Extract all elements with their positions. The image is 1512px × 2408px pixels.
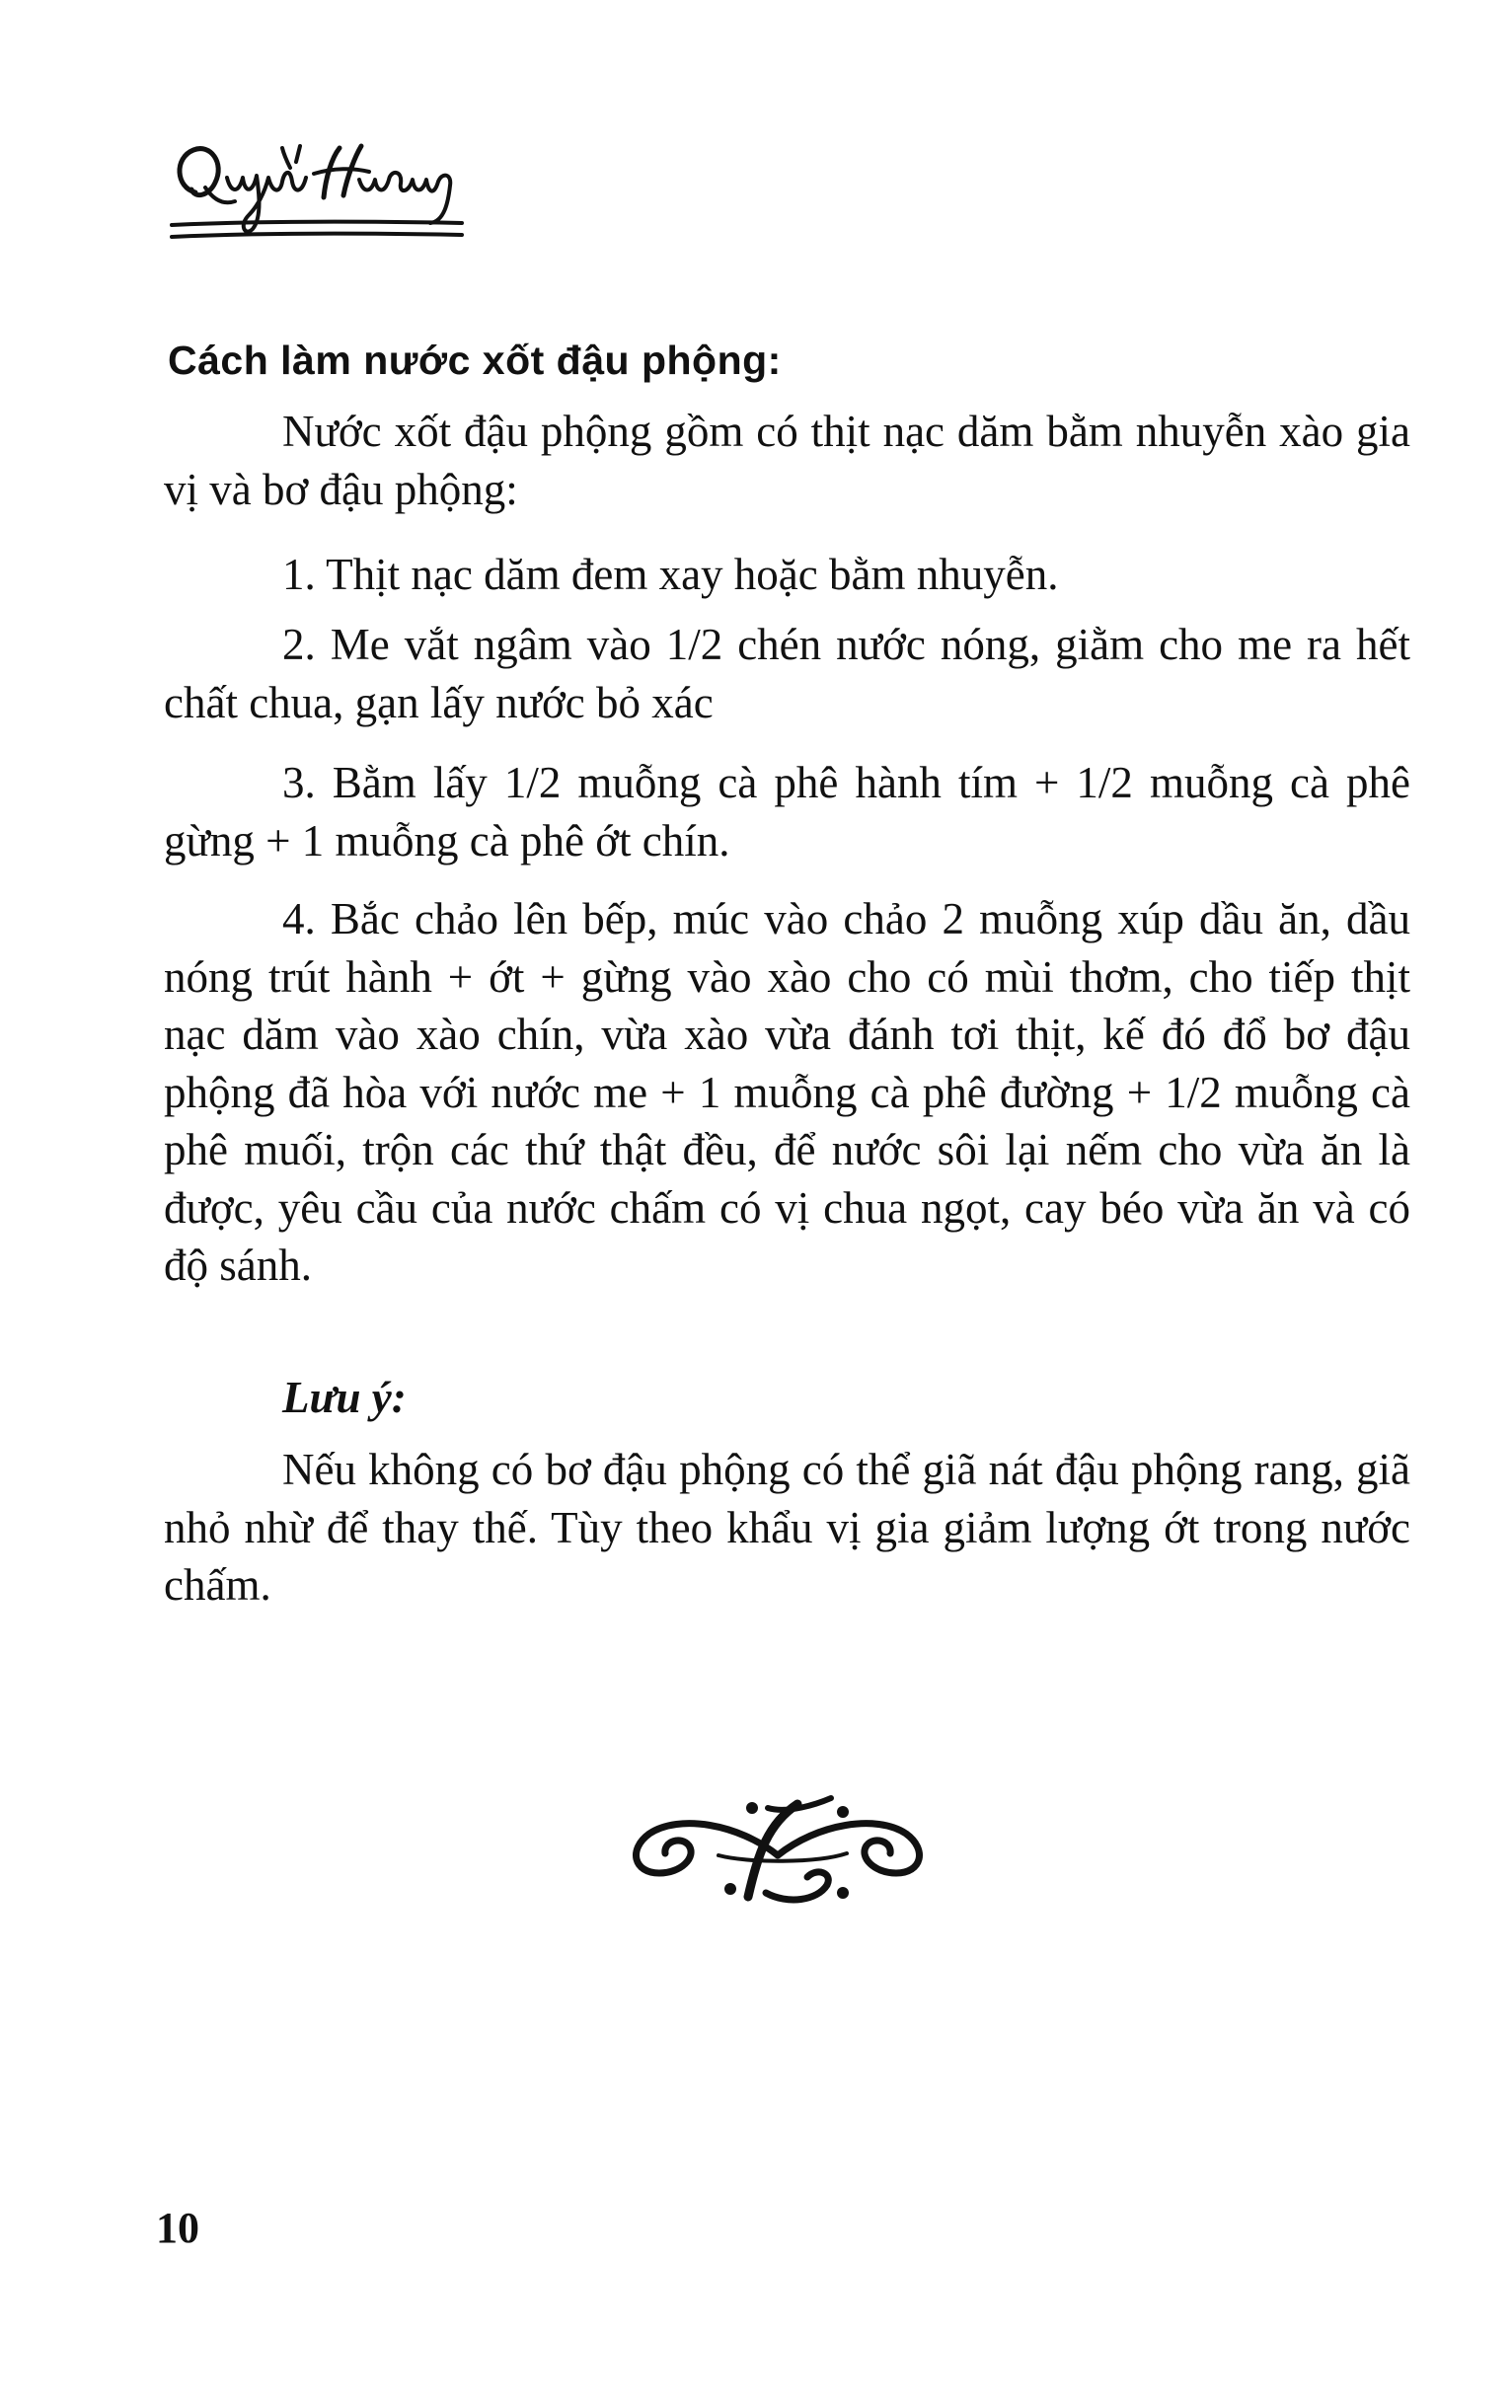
note-paragraph: Nếu không có bơ đậu phộng có thể giã nát đậu phộng rang, giã nhỏ nhừ để thay thế. Tùy theo khẩu vị gia giảm lượng ớt trong nước chấm. [164,1445,1410,1610]
flourish-ornament [620,1794,936,1913]
step-3: 3. Bằm lấy 1/2 muỗng cà phê hành tím + 1/2 muỗng cà phê gừng + 1 muỗng cà phê ớt chín. [164,758,1410,865]
flourish-ornament-icon [620,1794,936,1913]
handwritten-signature-icon [166,138,472,247]
author-signature [166,138,472,247]
section-title: Cách làm nước xốt đậu phộng: [168,338,782,383]
intro-paragraph: Nước xốt đậu phộng gồm có thịt nạc dăm bằm nhuyễn xào gia vị và bơ đậu phộng: [164,407,1410,514]
step-4: 4. Bắc chảo lên bếp, múc vào chảo 2 muỗng xúp dầu ăn, dầu nóng trút hành + ớt + gừng vào xào cho có mùi thơm, cho tiếp thịt nạc dăm vào xào chín, vừa xào vừa đánh tơi thịt, kế đó đổ bơ đậu phộng đã hòa với nước me + 1 muỗng cà phê đường + 1/2 muỗng cà phê muối, trộn các thứ thật đều, để nước sôi lại nếm cho vừa ăn là được, yêu cầu của nước chấm có vị chua ngọt, cay béo vừa ăn và có độ sánh. [164,894,1410,1290]
step-1: 1. Thịt nạc dăm đem xay hoặc bằm nhuyễn. [282,550,1059,599]
step-2: 2. Me vắt ngâm vào 1/2 chén nước nóng, giằm cho me ra hết chất chua, gạn lấy nước bỏ xác [164,620,1410,727]
note-label: Lưu ý: [282,1373,407,1422]
page-number: 10 [156,2204,199,2252]
